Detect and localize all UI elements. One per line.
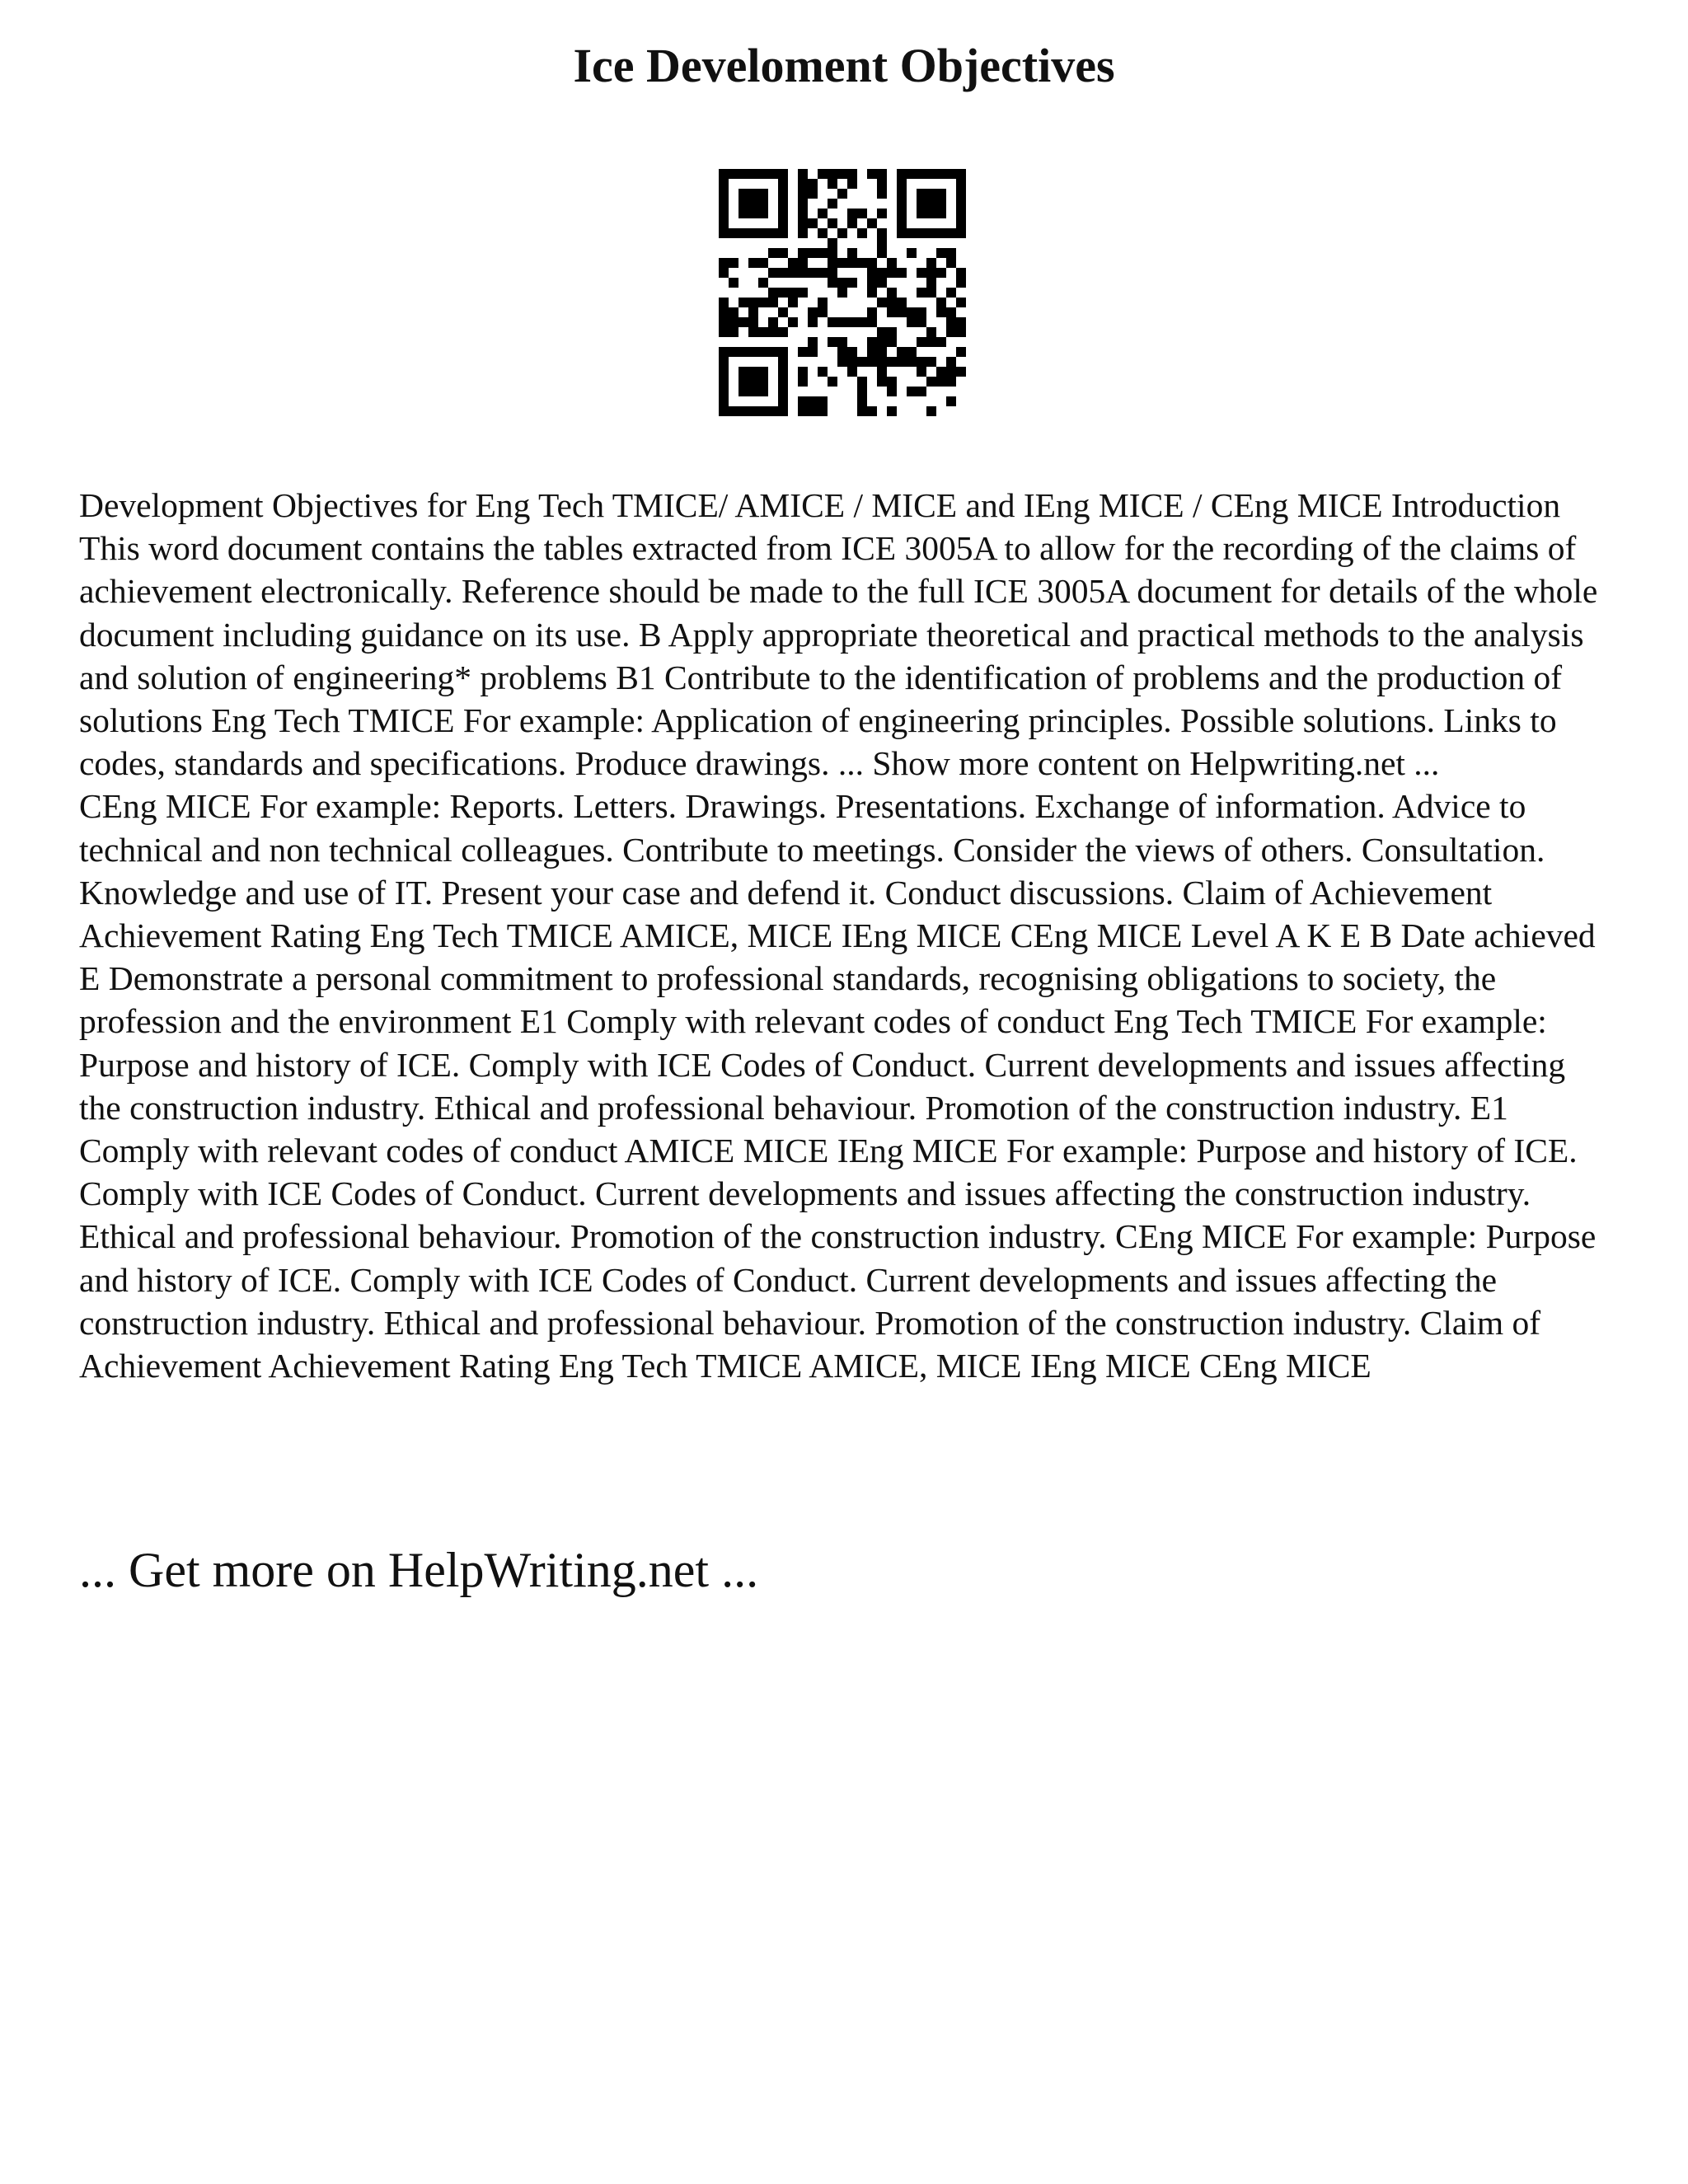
body-paragraph-2: CEng MICE For example: Reports. Letters. Drawings. Presentations. Exchange of information. Advice to technical and non technical colleagues. Contribute to meetings. Consider the views of others. Consultation. Knowledge and use of IT. Present your case and defend it. Conduct discussions. Claim of Achievement Achievement Rating Eng Tech TMICE AMICE, MICE IEng MICE CEng MICE Level A K E B Date achieved E Demonstrate a personal commitment to professional standards, recognising obligations to society, the profession and the environment E1 Comply with relevant codes of conduct Eng Tech TMICE For example: Purpose and history of ICE. Comply with ICE Codes of Conduct. Current developments and issues affecting the construction industry. Ethical and professional behaviour. Promotion of the construction industry. E1 Comply with relevant codes of conduct AMICE MICE IEng MICE For example: Purpose and history of ICE. Comply with ICE Codes of Conduct. Current developments and issues affecting the construction industry. Ethical and professional behaviour. Promotion of the construction industry. CEng MICE For example: Purpose and history of ICE. Comply with ICE Codes of Conduct. Current developments and issues affecting the construction industry. Ethical and professional behaviour. Promotion of the construction industry. Claim of Achievement Achievement Rating Eng Tech TMICE AMICE, MICE IEng MICE CEng MICE <box>79 787 1597 1385</box>
get-more-link[interactable]: ... Get more on HelpWriting.net ... <box>79 1543 759 1597</box>
qr-code-icon[interactable] <box>719 169 966 416</box>
document-title: Ice Develoment Objectives <box>573 39 1115 92</box>
document-body <box>79 484 1612 1387</box>
body-paragraph-1: Development Objectives for Eng Tech TMICE/ AMICE / MICE and IEng MICE / CEng MICE Introduction This word document contains the tables extracted from ICE 3005A to allow for the recording of the claims of achievement electronically. Reference should be made to the full ICE 3005A document for details of the whole document including guidance on its use. B Apply appropriate theoretical and practical methods to the analysis and solution of engineering* problems B1 Contribute to the identification of problems and the production of solutions Eng Tech TMICE For example: Application of engineering principles. Possible solutions. Links to codes, standards and specifications. Produce drawings. ... Show more content on Helpwriting.net ... <box>79 486 1598 783</box>
